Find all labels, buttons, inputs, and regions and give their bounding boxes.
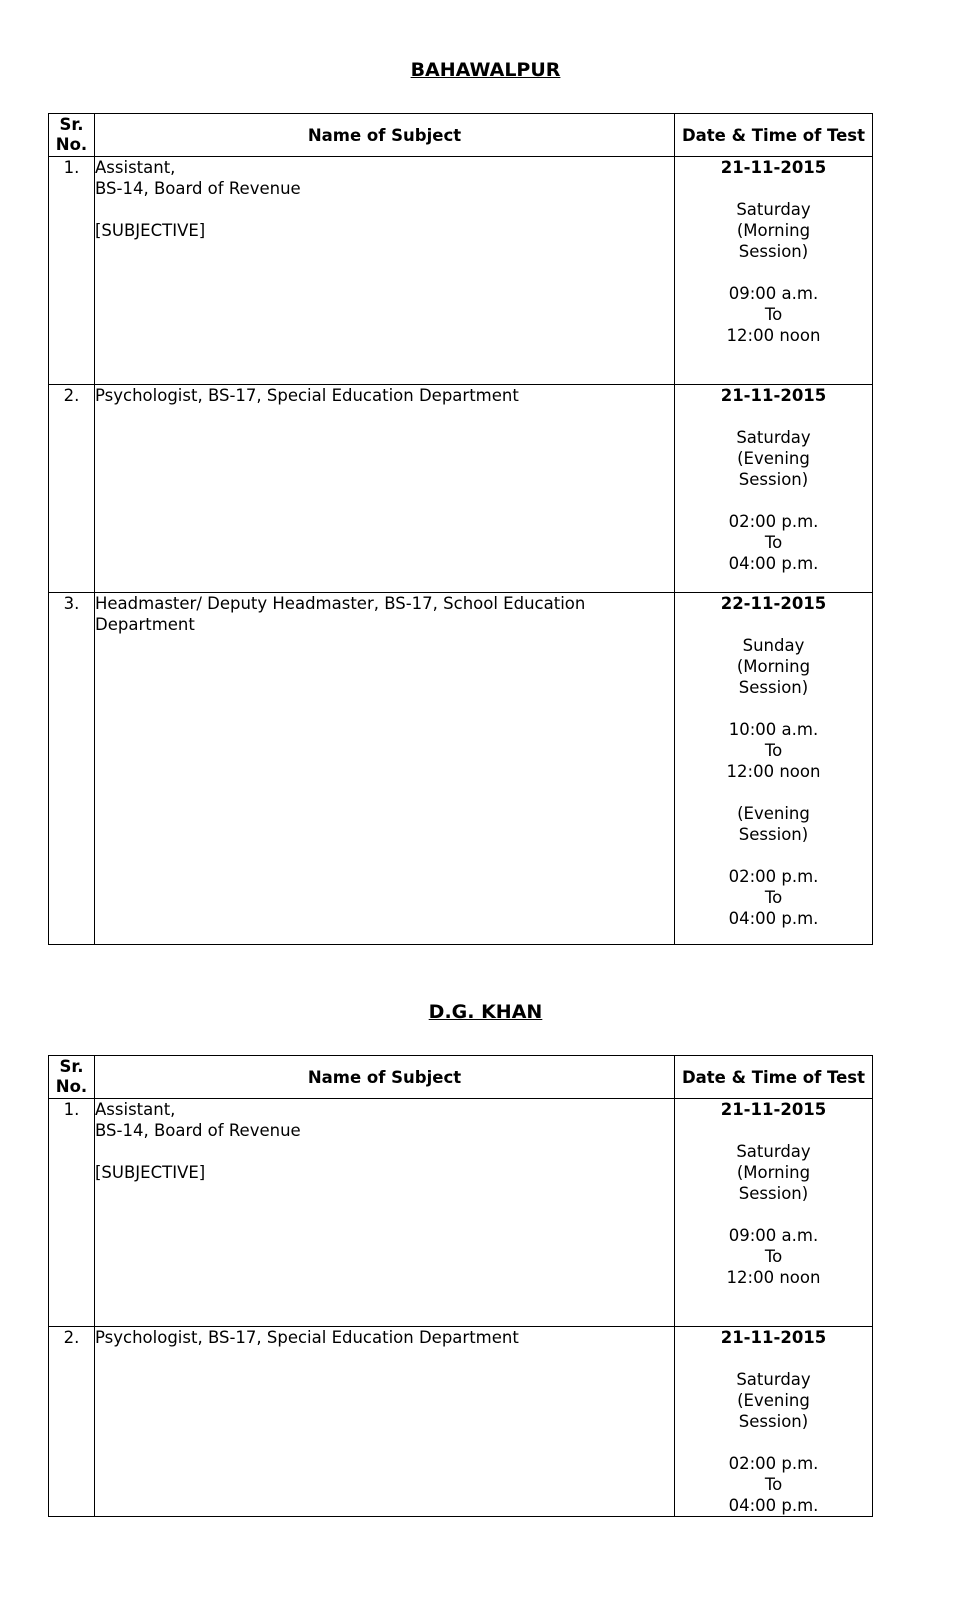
weekday: Sunday: [742, 636, 805, 655]
subject-line: Assistant,: [95, 1100, 176, 1119]
session-label: Session): [738, 678, 809, 697]
date-cell: [675, 593, 873, 945]
subject-cell: [95, 593, 675, 945]
test-date: 21-11-2015: [720, 158, 827, 177]
date-time-header: Date & Time of Test: [675, 1056, 873, 1099]
subject-cell: [95, 1099, 675, 1327]
schedule-table-dg-khan: [48, 1055, 873, 1517]
section-title-bahawalpur: BAHAWALPUR: [410, 59, 561, 81]
table-header-row: [49, 1056, 873, 1099]
table-row: [49, 1327, 873, 1517]
subject-line: Headmaster/ Deputy Headmaster, BS-17, School Education Department: [95, 594, 586, 634]
table-row: [49, 1099, 873, 1327]
date-cell: [675, 1099, 873, 1327]
sr-no-cell: 2.: [49, 1327, 95, 1517]
session-label: (Evening: [737, 804, 810, 823]
session-label: Session): [738, 1184, 809, 1203]
start-time: 09:00 a.m.: [728, 1226, 819, 1245]
table-header-row: [49, 114, 873, 157]
sr-no-header: Sr. No.: [49, 1056, 95, 1099]
subject-cell: [95, 157, 675, 385]
sr-no-cell: 1.: [49, 157, 95, 385]
subject-line: Psychologist, BS-17, Special Education Department: [95, 386, 519, 405]
end-time: 04:00 p.m.: [728, 909, 819, 928]
start-time: 02:00 p.m.: [728, 867, 819, 886]
test-date: 21-11-2015: [720, 1100, 827, 1119]
sr-no-cell: 2.: [49, 385, 95, 593]
table-row: [49, 157, 873, 385]
subject-line: Assistant,: [95, 158, 176, 177]
table-row: [49, 593, 873, 945]
end-time: 04:00 p.m.: [728, 1496, 819, 1515]
weekday: Saturday: [736, 1370, 811, 1389]
session-label: Session): [738, 470, 809, 489]
start-time: 09:00 a.m.: [728, 284, 819, 303]
date-cell: [675, 385, 873, 593]
weekday: Saturday: [736, 1142, 811, 1161]
time-separator: To: [764, 888, 783, 907]
end-time: 12:00 noon: [726, 762, 821, 781]
schedule-table-bahawalpur: [48, 113, 873, 945]
end-time: 12:00 noon: [726, 1268, 821, 1287]
session-label: (Morning: [736, 657, 811, 676]
session-label: Session): [738, 825, 809, 844]
test-date: 22-11-2015: [720, 594, 827, 613]
weekday: Saturday: [736, 200, 811, 219]
start-time: 02:00 p.m.: [728, 512, 819, 531]
sr-no-header: Sr. No.: [49, 114, 95, 157]
session-label: (Evening: [737, 449, 810, 468]
subject-line: Psychologist, BS-17, Special Education Department: [95, 1328, 519, 1347]
start-time: 10:00 a.m.: [728, 720, 819, 739]
sr-no-cell: 1.: [49, 1099, 95, 1327]
session-label: Session): [738, 1412, 809, 1431]
subject-name-header: Name of Subject: [95, 114, 675, 157]
table-row: [49, 385, 873, 593]
subject-name-header: Name of Subject: [95, 1056, 675, 1099]
session-label: (Morning: [736, 1163, 811, 1182]
end-time: 12:00 noon: [726, 326, 821, 345]
time-separator: To: [764, 1475, 783, 1494]
end-time: 04:00 p.m.: [728, 554, 819, 573]
subject-line: BS-14, Board of Revenue: [95, 179, 301, 198]
test-date: 21-11-2015: [720, 1328, 827, 1347]
session-label: (Evening: [737, 1391, 810, 1410]
date-cell: [675, 1327, 873, 1517]
test-date: 21-11-2015: [720, 386, 827, 405]
section-title-dg-khan: D.G. KHAN: [428, 1001, 543, 1023]
time-separator: To: [764, 1247, 783, 1266]
subject-line: BS-14, Board of Revenue: [95, 1121, 301, 1140]
time-separator: To: [764, 305, 783, 324]
session-label: Session): [738, 242, 809, 261]
subject-type: [SUBJECTIVE]: [95, 221, 206, 240]
date-time-header: Date & Time of Test: [675, 114, 873, 157]
subject-cell: [95, 385, 675, 593]
date-cell: [675, 157, 873, 385]
subject-cell: [95, 1327, 675, 1517]
time-separator: To: [764, 533, 783, 552]
session-label: (Morning: [736, 221, 811, 240]
time-separator: To: [764, 741, 783, 760]
start-time: 02:00 p.m.: [728, 1454, 819, 1473]
subject-type: [SUBJECTIVE]: [95, 1163, 206, 1182]
weekday: Saturday: [736, 428, 811, 447]
sr-no-cell: 3.: [49, 593, 95, 945]
